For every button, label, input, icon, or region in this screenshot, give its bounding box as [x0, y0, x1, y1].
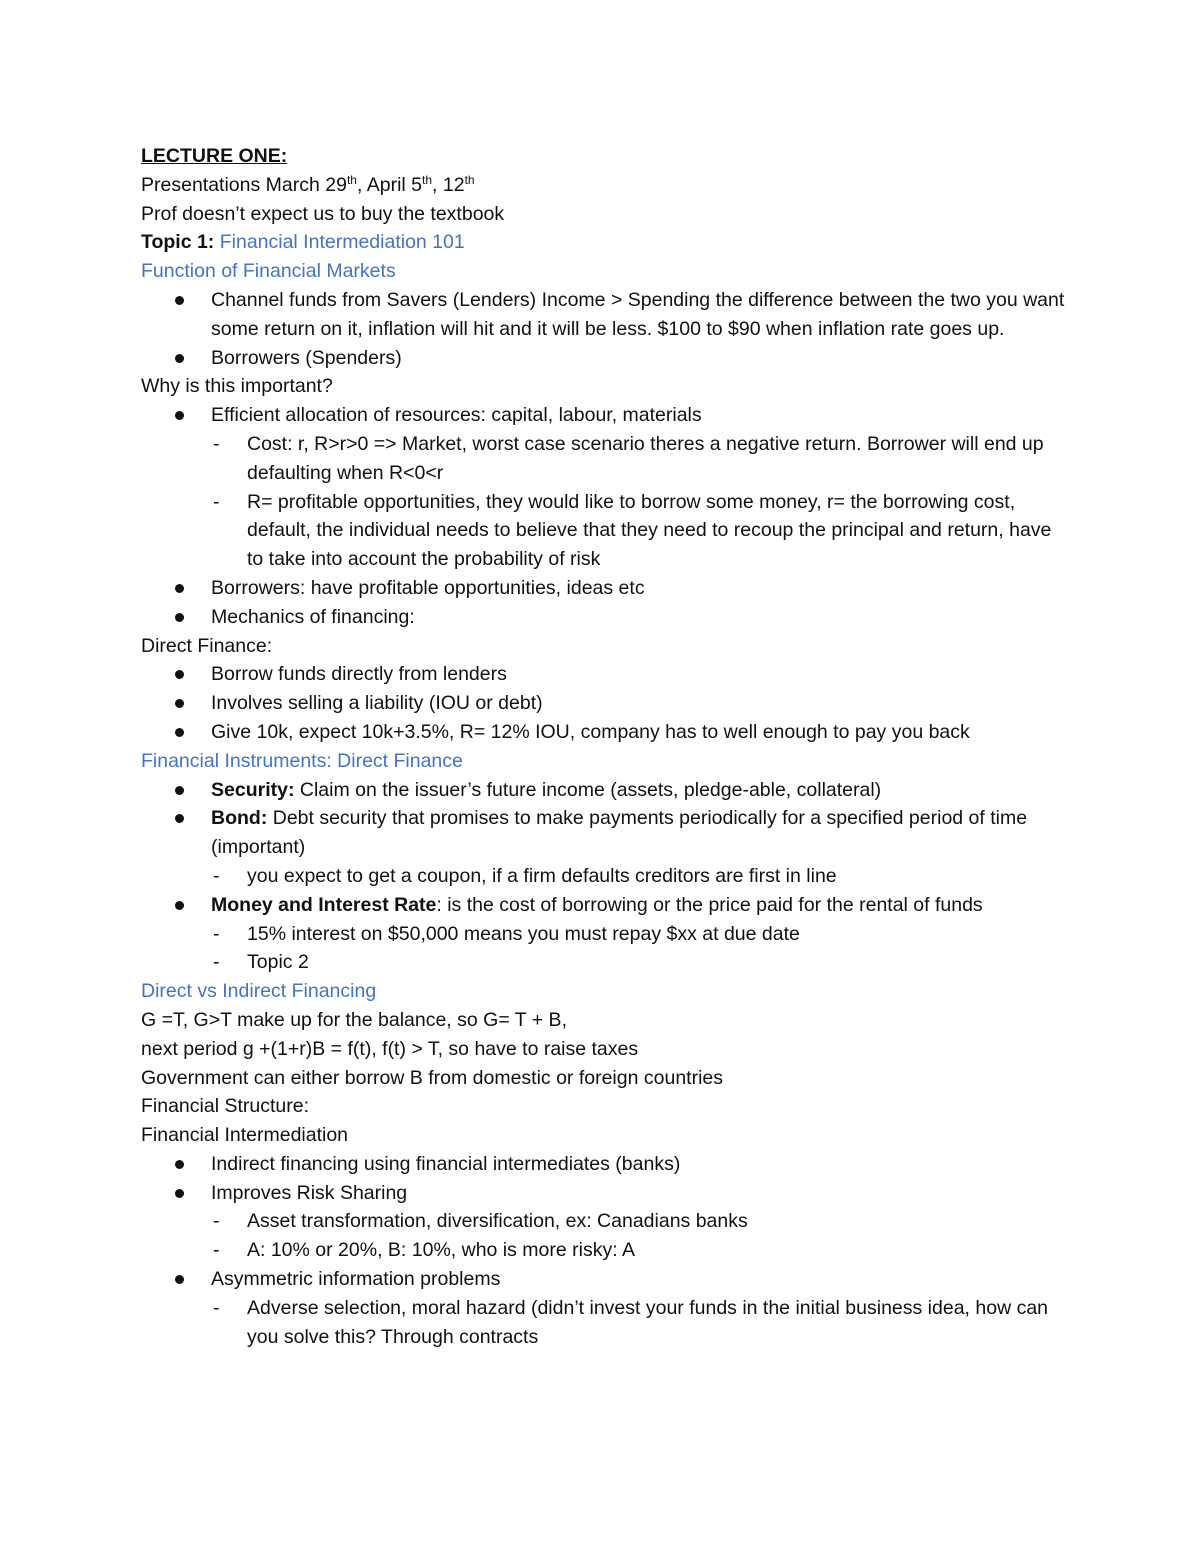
list-item-text: Involves selling a liability (IOU or debt) [211, 692, 543, 715]
dash-icon: - [213, 1296, 220, 1319]
term-label: Security: [211, 778, 295, 801]
presentations-text: , 12 [432, 173, 465, 196]
list-item-text: Channel funds from Savers (Lenders) Income > Spending the difference between the two you want some return on it, inflation will hit and it will be less. $100 to $90 when inflation rate goes up. [211, 288, 1065, 340]
bullet-icon [175, 1275, 184, 1284]
dash-icon: - [213, 951, 220, 974]
sub-list-item [141, 1236, 1071, 1265]
body-line: Financial Intermediation [141, 1124, 349, 1147]
sub-list-item [141, 430, 1071, 488]
sub-list-item-text: A: 10% or 20%, B: 10%, who is more risky: A [247, 1239, 635, 1262]
list-item-text: Mechanics of financing: [211, 605, 415, 628]
sub-list-item [141, 862, 1071, 891]
body-line: Financial Structure: [141, 1095, 309, 1118]
bullet-icon [175, 814, 184, 823]
list-item [141, 344, 1071, 373]
dash-icon: - [213, 1239, 220, 1262]
list-item [141, 401, 1071, 430]
dash-icon: - [213, 432, 220, 455]
lecture-title: LECTURE ONE: [141, 145, 288, 167]
list-item-text: Indirect financing using financial intermediates (banks) [211, 1152, 681, 1175]
list-item-text: Efficient allocation of resources: capital, labour, materials [211, 404, 702, 427]
direct-finance-heading: Direct Finance: [141, 634, 273, 657]
sub-list-item-text: Cost: r, R>r>0 => Market, worst case scenario theres a negative return. Borrower will end up defaulting when R<0<r [247, 432, 1044, 484]
list-item-text: Borrowers: have profitable opportunities, ideas etc [211, 576, 645, 599]
dash-icon: - [213, 922, 220, 945]
presentations-text: , April 5 [356, 173, 423, 196]
bullet-icon [175, 613, 184, 622]
topic-heading [141, 228, 1071, 257]
list-item [141, 776, 1071, 805]
term-label: Bond: [211, 807, 268, 830]
list-item-text: Borrowers (Spenders) [211, 346, 402, 369]
ordinal-suffix: th [346, 172, 357, 187]
ordinal-suffix: th [422, 172, 433, 187]
bullet-icon [175, 728, 184, 737]
bullet-icon [175, 411, 184, 420]
list-item [141, 1150, 1071, 1179]
topic-label: Topic 1: [141, 231, 215, 254]
bullet-icon [175, 901, 184, 910]
bullet-icon [175, 1189, 184, 1198]
dash-icon: - [213, 864, 220, 887]
body-line: next period g +(1+r)B = f(t), f(t) > T, so have to raise taxes [141, 1037, 639, 1060]
section-heading-function: Function of Financial Markets [141, 260, 396, 283]
section-heading-direct-vs-indirect: Direct vs Indirect Financing [141, 980, 377, 1003]
list-item [141, 891, 1071, 920]
term-definition: Claim on the issuer’s future income (assets, pledge-able, collateral) [294, 778, 882, 801]
sub-list-item [141, 1207, 1071, 1236]
sub-list-item [141, 488, 1071, 574]
document-body [141, 142, 1071, 1351]
list-item-text: Borrow funds directly from lenders [211, 663, 507, 686]
list-item-text: Give 10k, expect 10k+3.5%, R= 12% IOU, company has to well enough to pay you back [211, 720, 970, 743]
bullet-icon [175, 296, 184, 305]
list-item [141, 574, 1071, 603]
topic-title: Financial Intermediation 101 [214, 231, 465, 254]
dash-icon: - [213, 490, 220, 513]
list-item [141, 286, 1071, 344]
term-label: Money and Interest Rate [211, 893, 437, 916]
presentations-text: Presentations March 29 [141, 173, 347, 196]
list-item [141, 1179, 1071, 1208]
sub-list-item-text: Topic 2 [247, 951, 309, 974]
list-item [141, 689, 1071, 718]
bullet-icon [175, 786, 184, 795]
body-line: Government can either borrow B from domestic or foreign countries [141, 1066, 724, 1089]
bullet-icon [175, 1160, 184, 1169]
ordinal-suffix: th [464, 172, 475, 187]
list-item [141, 660, 1071, 689]
bullet-icon [175, 670, 184, 679]
list-item [141, 718, 1071, 747]
sub-list-item [141, 1294, 1071, 1352]
sub-list-item-text: 15% interest on $50,000 means you must repay $xx at due date [247, 922, 800, 945]
sub-list-item-text: you expect to get a coupon, if a firm defaults creditors are first in line [247, 864, 837, 887]
bullet-icon [175, 354, 184, 363]
body-line: G =T, G>T make up for the balance, so G= T + B, [141, 1008, 567, 1031]
list-item-text: Asymmetric information problems [211, 1268, 501, 1291]
bullet-icon [175, 699, 184, 708]
section-heading-instruments: Financial Instruments: Direct Finance [141, 749, 463, 772]
sub-list-item [141, 920, 1071, 949]
sub-list-item-text: Adverse selection, moral hazard (didn’t invest your funds in the initial business idea, how can you solve this? Through contracts [247, 1296, 1049, 1348]
dash-icon: - [213, 1210, 220, 1233]
list-item [141, 1265, 1071, 1294]
sub-list-item [141, 948, 1071, 977]
bullet-icon [175, 584, 184, 593]
term-definition: : is the cost of borrowing or the price paid for the rental of funds [436, 893, 983, 916]
sub-list-item-text: Asset transformation, diversification, ex: Canadians banks [247, 1210, 748, 1233]
list-item [141, 804, 1071, 862]
list-item [141, 603, 1071, 632]
list-item-text: Improves Risk Sharing [211, 1181, 408, 1204]
term-definition: Debt security that promises to make payments periodically for a specified period of time (important) [211, 807, 1028, 859]
presentations-line [141, 171, 1071, 200]
why-heading: Why is this important? [141, 375, 333, 398]
sub-list-item-text: R= profitable opportunities, they would like to borrow some money, r= the borrowing cost, default, the individual needs to believe that they need to recoup the principal and return, have to take into account the probability of risk [247, 490, 1052, 571]
prof-note: Prof doesn’t expect us to buy the textbook [141, 202, 505, 225]
